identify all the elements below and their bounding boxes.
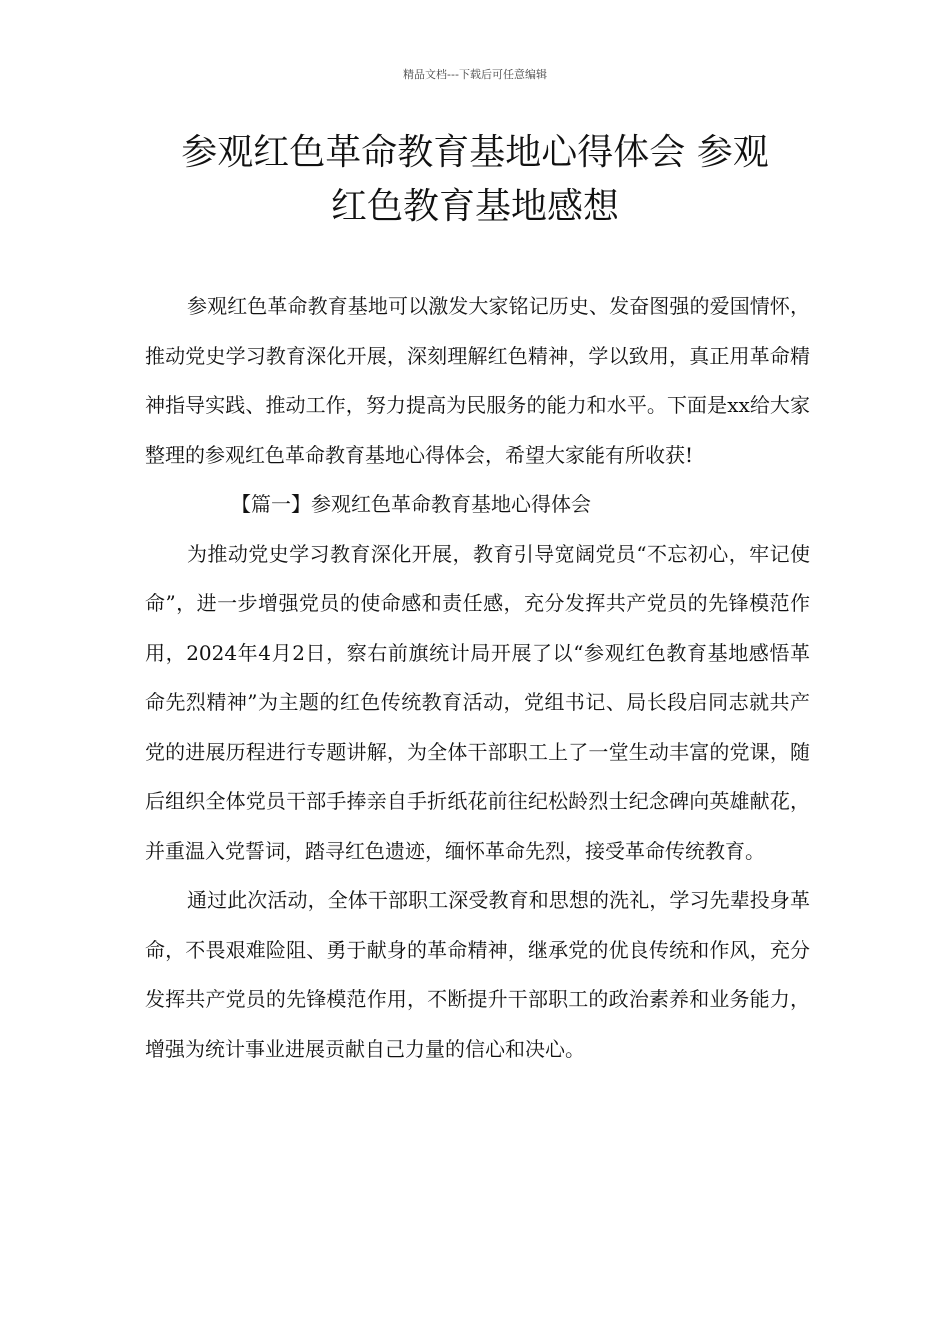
document-title bbox=[120, 126, 830, 234]
intro-paragraph: 参观红色革命教育基地可以激发大家铭记历史、发奋图强的爱国情怀，推动党史学习教育深化开展，深刻理解红色精神，学以致用，真正用革命精神指导实践、推动工作，努力提高为民服务的能力和水平。下面是xx给大家整理的参观红色革命教育基地心得体会，希望大家能有所收获! bbox=[145, 294, 810, 467]
header-note: 精品文档---下载后可任意编辑 bbox=[403, 68, 547, 81]
title-line-2: 红色教育基地感想 bbox=[330, 186, 619, 227]
section-heading: 【篇一】参观红色革命教育基地心得体会 bbox=[231, 492, 591, 516]
body-paragraph-1: 为推动党史学习教育深化开展，教育引导宽阔党员“不忘初心，牢记使命”，进一步增强党员的使命感和责任感，充分发挥共产党员的先锋模范作用，2024年4月2日，察右前旗统计局开展了以“参观红色教育基地感悟革命先烈精神”为主题的红色传统教育活动，党组书记、局长段启同志就共产党的进展历程进行专题讲解，为全体干部职工上了一堂生动丰富的党课，随后组织全体党员干部手捧亲自手折纸花前往纪松龄烈士纪念碑向英雄献花，并重温入党誓词，踏寻红色遗迹，缅怀革命先烈，接受革命传统教育。 bbox=[145, 541, 810, 863]
body-paragraph-2: 通过此次活动，全体干部职工深受教育和思想的洗礼，学习先辈投身革命，不畏艰难险阻、勇于献身的革命精神，继承党的优良传统和作风，充分发挥共产党员的先锋模范作用，不断提升干部职工的政治素养和业务能力，增强为统计事业进展贡献自己力量的信心和决心。 bbox=[145, 888, 810, 1061]
document-body bbox=[145, 282, 810, 1074]
title-line-1: 参观红色革命教育基地心得体会 参观 bbox=[181, 132, 769, 173]
